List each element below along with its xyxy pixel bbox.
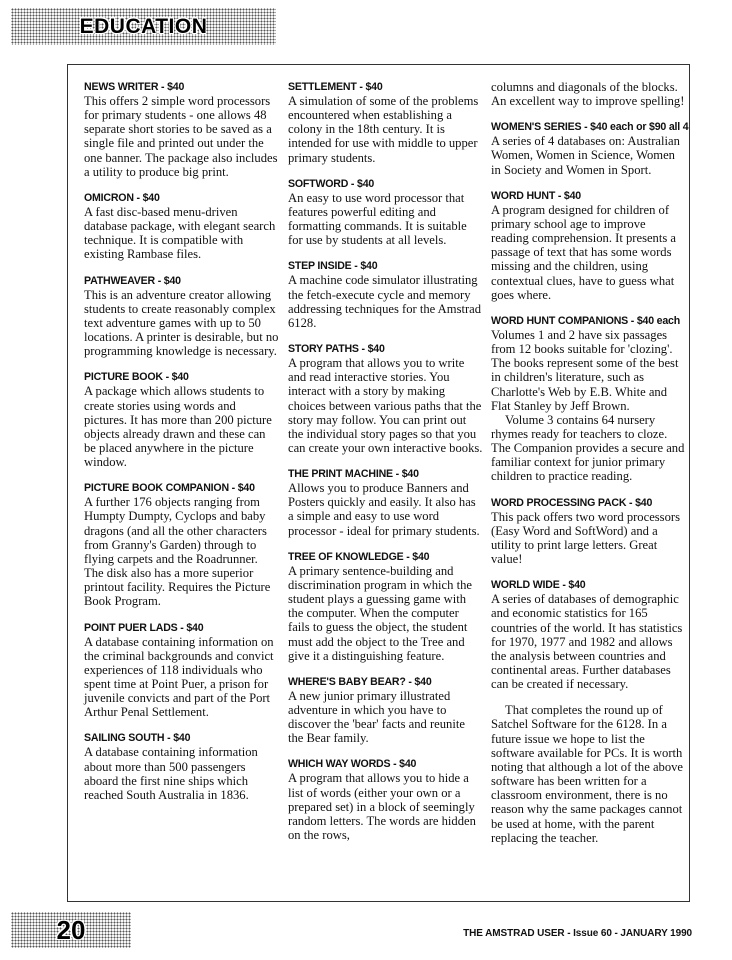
product-description: A program that allows you to write and read interactive stories. You interact with a story by making choices between various paths that the story may follow. You can print out the individual story pages so that you can create your own interactive books. [288, 356, 483, 455]
product-description-continued: Volume 3 contains 64 nursery rhymes ready for teachers to cloze. The Companion provides a secure and familiar context for junior primary children to practice reading. [491, 412, 685, 484]
page-number-band [11, 912, 131, 948]
product-description: A database containing information about more than 500 passengers aboard the first nine ships which reached South Australia in 1836. [84, 745, 258, 802]
continued-text [491, 80, 686, 108]
publication-footer: THE AMSTRAD USER - Issue 60 - JANUARY 1990 [463, 928, 692, 939]
column-1 [84, 80, 279, 814]
product-entry [84, 731, 279, 802]
product-title: OMICRON - $40 [84, 191, 160, 204]
column-3 [491, 80, 689, 845]
product-title: STEP INSIDE - $40 [288, 260, 378, 273]
product-title: TREE OF KNOWLEDGE - $40 [288, 550, 430, 563]
product-entry [288, 675, 483, 746]
product-title: NEWS WRITER - $40 [84, 81, 185, 93]
section-title: EDUCATION [79, 14, 208, 38]
product-title: PICTURE BOOK - $40 [84, 371, 189, 384]
product-entry [491, 189, 686, 302]
product-title: STORY PATHS - $40 [288, 343, 385, 356]
section-header-band [11, 8, 276, 45]
product-title: THE PRINT MACHINE - $40 [288, 468, 419, 481]
continuation-paragraph: columns and diagonals of the blocks. An excellent way to improve spelling! [491, 80, 685, 109]
product-title: SOFTWORD - $40 [288, 177, 375, 190]
product-description: A further 176 objects ranging from Humpty Dumpty, Cyclops and baby dragons (and all the other characters from Granny's Garden) through to flying carpets and the Roadrunner. The disk also has a more superior printout facility. Requires the Picture Book Program. [84, 495, 271, 609]
product-description: This is an adventure creator allowing students to create reasonably complex text adventure games with up to 50 locations. A printer is desirable, but no programming knowledge is necessary. [84, 287, 279, 359]
closing-paragraph: That completes the round up of Satchel Software for the 6128. In a future issue we hope to list the software available for PCs. It is worth noting that although a lot of the above software has been written for a classroom environment, there is no reason why the same packages cannot be used at home, with the parent replacing the teacher. [491, 703, 684, 845]
product-description: A machine code simulator illustrating the fetch-execute cycle and memory addressing techniques for the Amstrad 6128. [288, 273, 482, 330]
product-description: A series of databases of demographic and economic statistics for 165 countries of the world. It has statistics for 1970, 1977 and 1982 and allows the analysis between countries and continental areas. Further databases can be created if necessary. [491, 592, 683, 692]
product-entry [84, 370, 279, 469]
product-entry [288, 757, 483, 842]
product-entry [288, 550, 483, 663]
product-description: An easy to use word processor that features powerful editing and formatting commands. It is suitable for use by students at all levels. [288, 190, 467, 248]
product-description: A fast disc-based menu-driven database package, with elegant search technique. It is compatible with existing Rambase files. [84, 204, 276, 262]
product-description: A package which allows students to create stories using words and pictures. It has more than 200 picture objects already drawn and these can be placed anywhere in the picture window. [84, 384, 272, 470]
product-entry [84, 80, 279, 179]
product-title: WOMEN'S SERIES - $40 each or $90 all 4 [491, 121, 689, 134]
product-entry [84, 191, 279, 262]
product-title: PICTURE BOOK COMPANION - $40 [84, 482, 255, 495]
product-title: SAILING SOUTH - $40 [84, 732, 191, 745]
column-2 [288, 80, 483, 854]
product-description: A simulation of some of the problems encountered when establishing a colony in the 18th century. It is intended for use with middle to upper primary students. [288, 94, 479, 165]
product-entry [288, 80, 483, 165]
product-description: This offers 2 simple word processors for primary students - one allows 48 separate short stories to be saved as a single file and printed out under the one banner. The package also includes a utility to produce big print. [84, 94, 278, 179]
product-title: WORD HUNT - $40 [491, 189, 581, 202]
product-title: POINT PUER LADS - $40 [84, 621, 204, 634]
product-description: A series of 4 databases on: Australian Women, Women in Science, Women in Society and Women in Sport. [491, 134, 680, 177]
product-entry [288, 467, 483, 538]
product-description: A primary sentence-building and discrimination program in which the student plays a guessing game with the computer. When the computer fails to guess the object, the student must add the object to the Tree and give it a distinguishing feature. [288, 563, 472, 663]
product-entry [288, 259, 483, 330]
product-description: A program designed for children of primary school age to improve reading comprehension. It presents a passage of text that has some words missing and the children, using contextual clues, have to guess what goes where. [491, 202, 676, 302]
product-description: A new junior primary illustrated adventure in which you have to discover the 'bear' facts and reunite the Bear family. [288, 688, 465, 746]
page-number: 20 [56, 914, 86, 945]
product-title: WHICH WAY WORDS - $40 [288, 758, 417, 771]
product-description: Allows you to produce Banners and Posters quickly and easily. It also has a simple and easy to use word processor - ideal for primary students. [288, 481, 480, 538]
product-entry [491, 496, 686, 567]
product-description: A program that allows you to hide a list of words (either your own or a prepared set) in a block of seemingly random letters. The words are hidden on the rows, [288, 771, 476, 843]
product-entry [288, 342, 483, 455]
product-title: WHERE'S BABY BEAR? - $40 [288, 675, 432, 688]
product-title: WORD PROCESSING PACK - $40 [491, 496, 653, 509]
product-description: A database containing information on the criminal backgrounds and convict experiences of 118 individuals who spent time at Point Puer, a prison for juvenile convicts and part of the Port Arthur Penal Settlement. [84, 634, 274, 720]
product-entry [491, 578, 686, 691]
product-title: WORD HUNT COMPANIONS - $40 each [491, 314, 681, 327]
product-entry [491, 120, 689, 177]
product-title: SETTLEMENT - $40 [288, 81, 383, 93]
product-description: This pack offers two word processors (Easy Word and SoftWord) and a utility to print large letters. Great value! [491, 509, 680, 567]
product-description: Volumes 1 and 2 have six passages from 12 books suitable for 'clozing'. The books represent some of the best in children's literature, such as Charlotte's Web by E.B. White and Flat Stanley by Jeff Brown. [491, 327, 679, 413]
product-entry [288, 177, 483, 248]
product-entry [84, 274, 279, 359]
product-title: PATHWEAVER - $40 [84, 274, 181, 287]
product-entry [491, 314, 686, 484]
product-title: WORLD WIDE - $40 [491, 579, 586, 592]
product-entry [84, 621, 279, 720]
product-entry [84, 481, 279, 608]
